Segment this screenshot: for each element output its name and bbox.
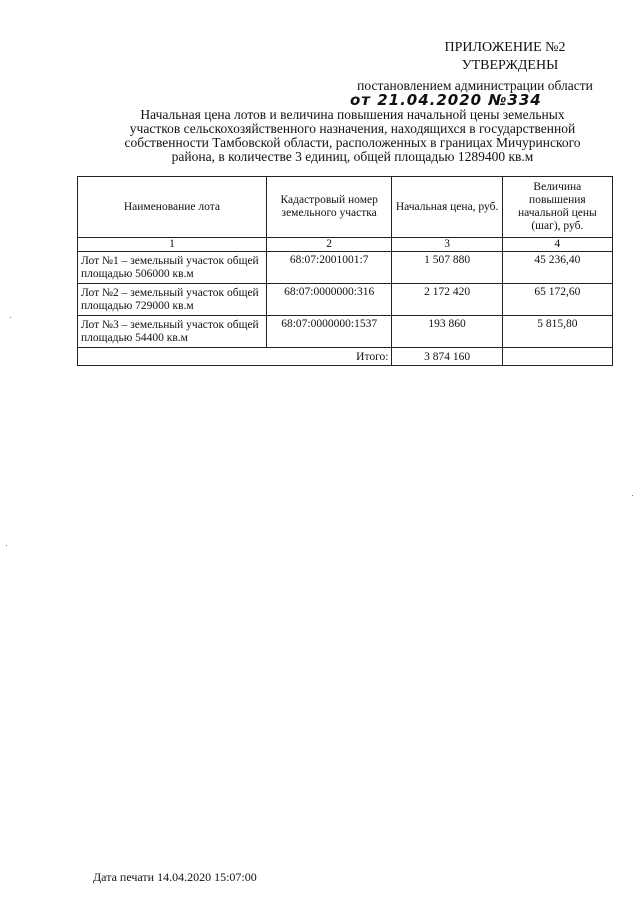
col-header-price-step: Величина повышения начальной цены (шаг), руб. [502,177,612,238]
lot-name: Лот №2 – земельный участок общей площадью 729000 кв.м [78,284,267,316]
scan-speck [632,495,633,496]
lot-name: Лот №1 – земельный участок общей площадью 506000 кв.м [78,252,267,284]
print-date: Дата печати 14.04.2020 15:07:00 [93,870,257,884]
start-price: 2 172 420 [392,284,502,316]
total-row [78,348,613,366]
document-title [90,108,615,164]
column-number: 2 [266,238,392,252]
cadastral-number: 68:07:0000000:1537 [266,316,392,348]
price-step: 5 815,80 [502,316,612,348]
col-header-cadastral: Кадастровый номер земельного участка [266,177,392,238]
column-number: 1 [78,238,267,252]
title-line: Начальная цена лотов и величина повышения начальной цены земельных [140,107,565,122]
scan-speck [6,545,7,546]
table-header-row [78,177,613,238]
title-line: района, в количестве 3 единиц, общей площадью 1289400 кв.м [171,149,534,164]
title-line: участков сельскохозяйственного назначения, находящихся в государственной [129,121,576,136]
decree-line: постановлением администрации области [357,78,593,93]
lot-name: Лот №3 – земельный участок общей площадью 54400 кв.м [78,316,267,348]
title-line: собственности Тамбовской области, расположенных в границах Мичуринского [124,135,581,150]
col-header-lot-name: Наименование лота [78,177,267,238]
column-number: 3 [392,238,502,252]
column-numbers-row [78,238,613,252]
col-header-start-price: Начальная цена, руб. [392,177,502,238]
price-step: 65 172,60 [502,284,612,316]
lots-table [77,176,613,366]
column-number: 4 [502,238,612,252]
table-row [78,284,613,316]
appendix-heading: ПРИЛОЖЕНИЕ №2 [444,40,566,55]
table-row [78,316,613,348]
start-price: 1 507 880 [392,252,502,284]
scan-speck [10,317,11,318]
price-step: 45 236,40 [502,252,612,284]
total-step-empty [502,348,612,366]
cadastral-number: 68:07:2001001:7 [266,252,392,284]
handwritten-date-number: от 21.04.2020 №334 [350,91,542,109]
approved-heading: УТВЕРЖДЕНЫ [461,58,559,73]
start-price: 193 860 [392,316,502,348]
table-row [78,252,613,284]
cadastral-number: 68:07:0000000:316 [266,284,392,316]
total-price: 3 874 160 [392,348,502,366]
total-label: Итого: [78,348,392,366]
